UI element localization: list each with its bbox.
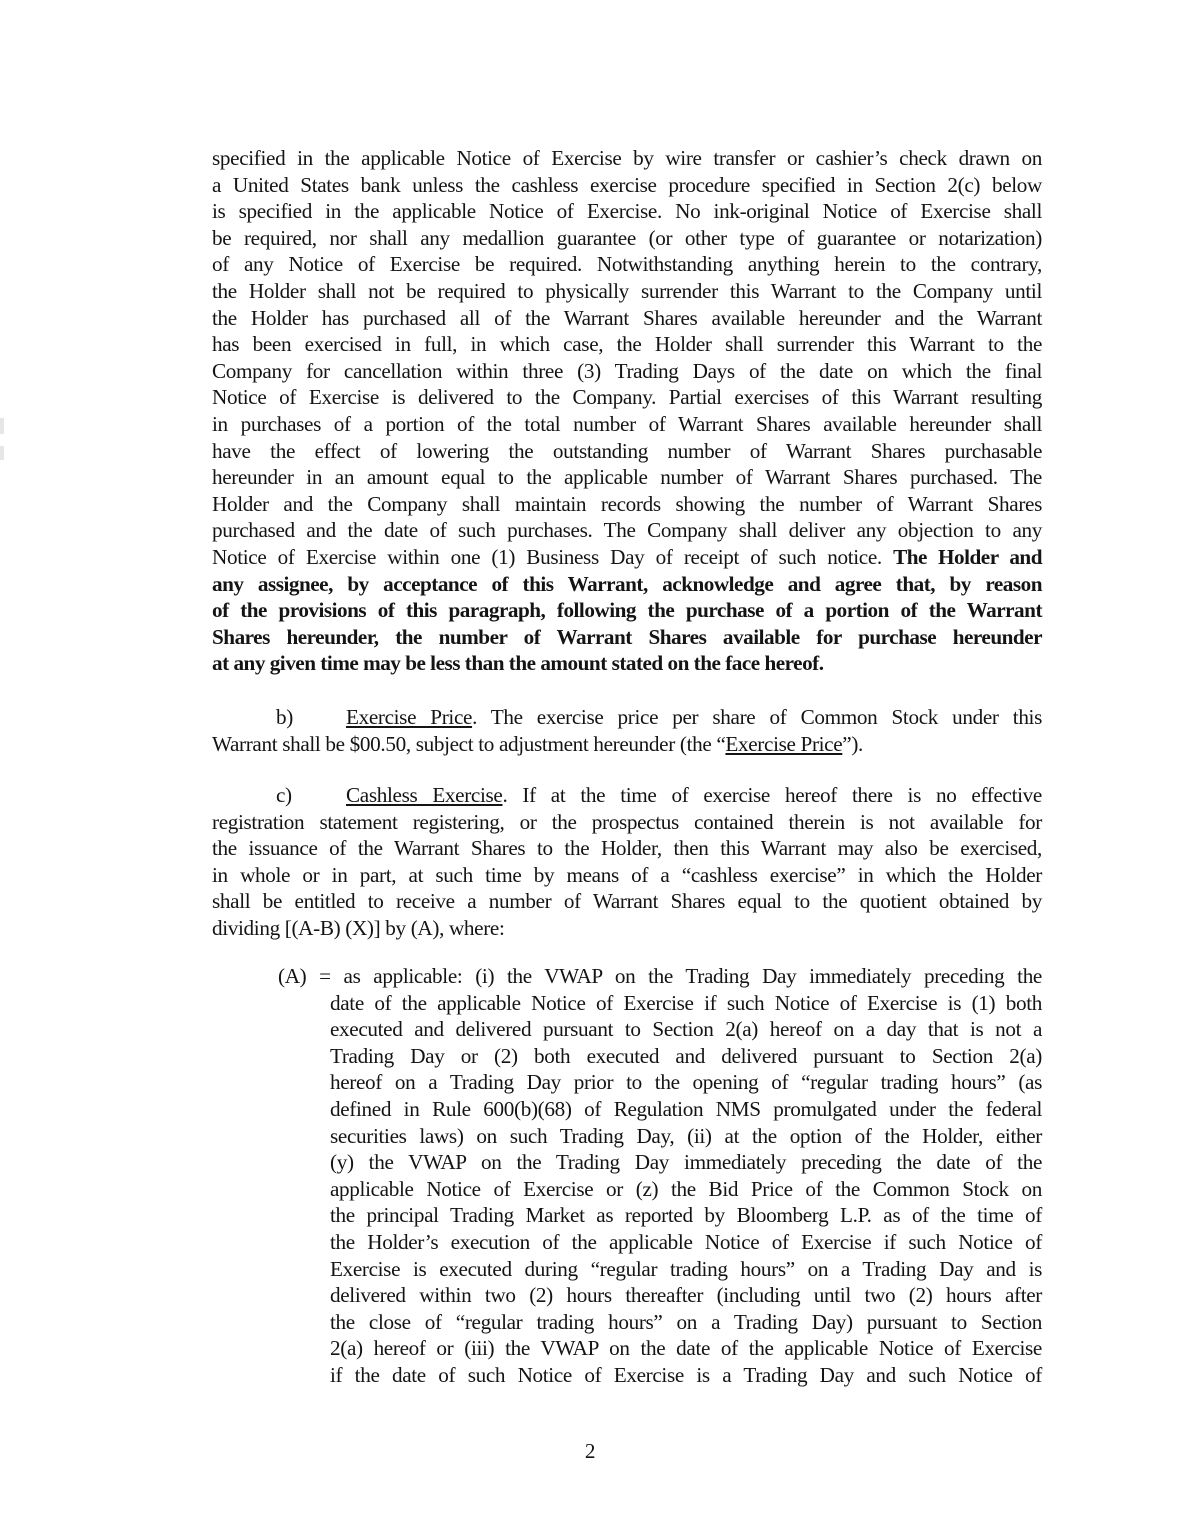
text-line: Company for cancellation within three (3) Trading Days of the date on which the final	[212, 358, 1042, 383]
scan-artifact	[0, 446, 4, 460]
section-heading: Exercise Price	[346, 705, 473, 729]
text-line: in whole or in part, at such time by means of a “cashless exercise” in which the Holder	[212, 862, 1042, 887]
page-number: 2	[584, 1439, 596, 1463]
text-line: of any Notice of Exercise be required. Notwithstanding anything herein to the contrary,	[212, 252, 1042, 277]
text-line: the Holder’s execution of the applicable Notice of Exercise if such Notice of	[330, 1229, 1042, 1254]
text-run: Warrant shall be $00.50, subject to adjustment hereunder (the “	[212, 731, 726, 756]
text-line: has been exercised in full, in which case, the Holder shall surrender this Warrant to the	[212, 332, 1042, 357]
text-line: hereunder in an amount equal to the applicable number of Warrant Shares purchased. The	[212, 465, 1042, 490]
text-line: the Holder shall not be required to physically surrender this Warrant to the Company until	[212, 278, 1042, 303]
section-label: b)	[276, 705, 293, 729]
bold-text-line: of the provisions of this paragraph, following the purchase of a portion of the Warrant	[212, 598, 1042, 623]
text-line: 2(a) hereof or (iii) the VWAP on the date of the applicable Notice of Exercise	[330, 1336, 1042, 1361]
text-line: Holder and the Company shall maintain records showing the number of Warrant Shares	[212, 491, 1042, 516]
section-heading-line	[212, 704, 1042, 731]
text-line: (y) the VWAP on the Trading Day immediately preceding the date of the	[330, 1150, 1042, 1175]
defined-term: Exercise Price	[725, 731, 843, 756]
text-line: date of the applicable Notice of Exercise if such Notice of Exercise is (1) both	[330, 990, 1042, 1015]
scan-artifact	[0, 418, 4, 434]
text-line: Exercise is executed during “regular trading hours” on a Trading Day and is	[330, 1256, 1042, 1281]
text-line: dividing [(A-B) (X)] by (A), where:	[212, 915, 505, 940]
paragraph-exercise-procedure	[212, 145, 1042, 677]
bold-text-line: Shares hereunder, the number of Warrant Shares available for purchase hereunder	[212, 624, 1042, 649]
section-label: c)	[276, 783, 292, 807]
bold-text-line: any assignee, by acceptance of this Warrant, acknowledge and agree that, by reason	[212, 571, 1042, 596]
text-line: the close of “regular trading hours” on a Trading Day) pursuant to Section	[330, 1309, 1042, 1334]
text-run: . The exercise price per share of Common Stock under this	[472, 705, 1042, 729]
section-cashless-exercise	[212, 782, 1042, 942]
text-line	[212, 731, 1042, 758]
text-line: be required, nor shall any medallion guarantee (or other type of guarantee or notarization)	[212, 225, 1042, 250]
text-line: Trading Day or (2) both executed and delivered pursuant to Section 2(a)	[330, 1043, 1042, 1068]
text-line: delivered within two (2) hours thereafter (including until two (2) hours after	[330, 1283, 1042, 1308]
text-line: shall be entitled to receive a number of Warrant Shares equal to the quotient obtained by	[212, 889, 1042, 914]
text-line: registration statement registering, or the prospectus contained therein is not available for	[212, 809, 1042, 834]
text-line: securities laws) on such Trading Day, (ii) at the option of the Holder, either	[330, 1123, 1042, 1148]
text-line: if the date of such Notice of Exercise is a Trading Day and such Notice of	[330, 1362, 1042, 1387]
text-line: defined in Rule 600(b)(68) of Regulation NMS promulgated under the federal	[330, 1096, 1042, 1121]
text-line-mixed	[212, 544, 1042, 571]
bold-text-run: The Holder and	[893, 544, 1042, 569]
text-line: the principal Trading Market as reported by Bloomberg L.P. as of the time of	[330, 1203, 1042, 1228]
definition-a	[278, 963, 1042, 1389]
section-heading-line	[212, 782, 1042, 809]
text-line: a United States bank unless the cashless exercise procedure specified in Section 2(c) below	[212, 172, 1042, 197]
definition-first-line: (A) = as applicable: (i) the VWAP on the Trading Day immediately preceding the	[278, 964, 1042, 988]
text-line: hereof on a Trading Day prior to the opening of “regular trading hours” (as	[330, 1070, 1042, 1095]
text-line: executed and delivered pursuant to Section 2(a) hereof on a day that is not a	[330, 1017, 1042, 1042]
text-run: ”).	[842, 731, 864, 756]
text-line: Notice of Exercise is delivered to the Company. Partial exercises of this Warrant resulting	[212, 385, 1042, 410]
section-heading: Cashless Exercise	[346, 783, 503, 807]
text-run: Notice of Exercise within one (1) Business Day of receipt of such notice.	[212, 544, 894, 569]
text-line: have the effect of lowering the outstanding number of Warrant Shares purchasable	[212, 438, 1042, 463]
text-line: the Holder has purchased all of the Warrant Shares available hereunder and the Warrant	[212, 305, 1042, 330]
text-line: in purchases of a portion of the total number of Warrant Shares available hereunder shall	[212, 411, 1042, 436]
text-run: . If at the time of exercise hereof there is no effective	[502, 783, 1042, 807]
bold-text-line: at any given time may be less than the amount stated on the face hereof.	[212, 651, 824, 676]
text-line: the issuance of the Warrant Shares to the Holder, then this Warrant may also be exercised,	[212, 836, 1042, 861]
text-line: purchased and the date of such purchases. The Company shall deliver any objection to any	[212, 518, 1042, 543]
section-exercise-price	[212, 704, 1042, 757]
text-line: applicable Notice of Exercise or (z) the Bid Price of the Common Stock on	[330, 1176, 1042, 1201]
text-line: specified in the applicable Notice of Exercise by wire transfer or cashier’s check drawn on	[212, 146, 1042, 170]
text-line: is specified in the applicable Notice of Exercise. No ink-original Notice of Exercise shall	[212, 199, 1042, 224]
